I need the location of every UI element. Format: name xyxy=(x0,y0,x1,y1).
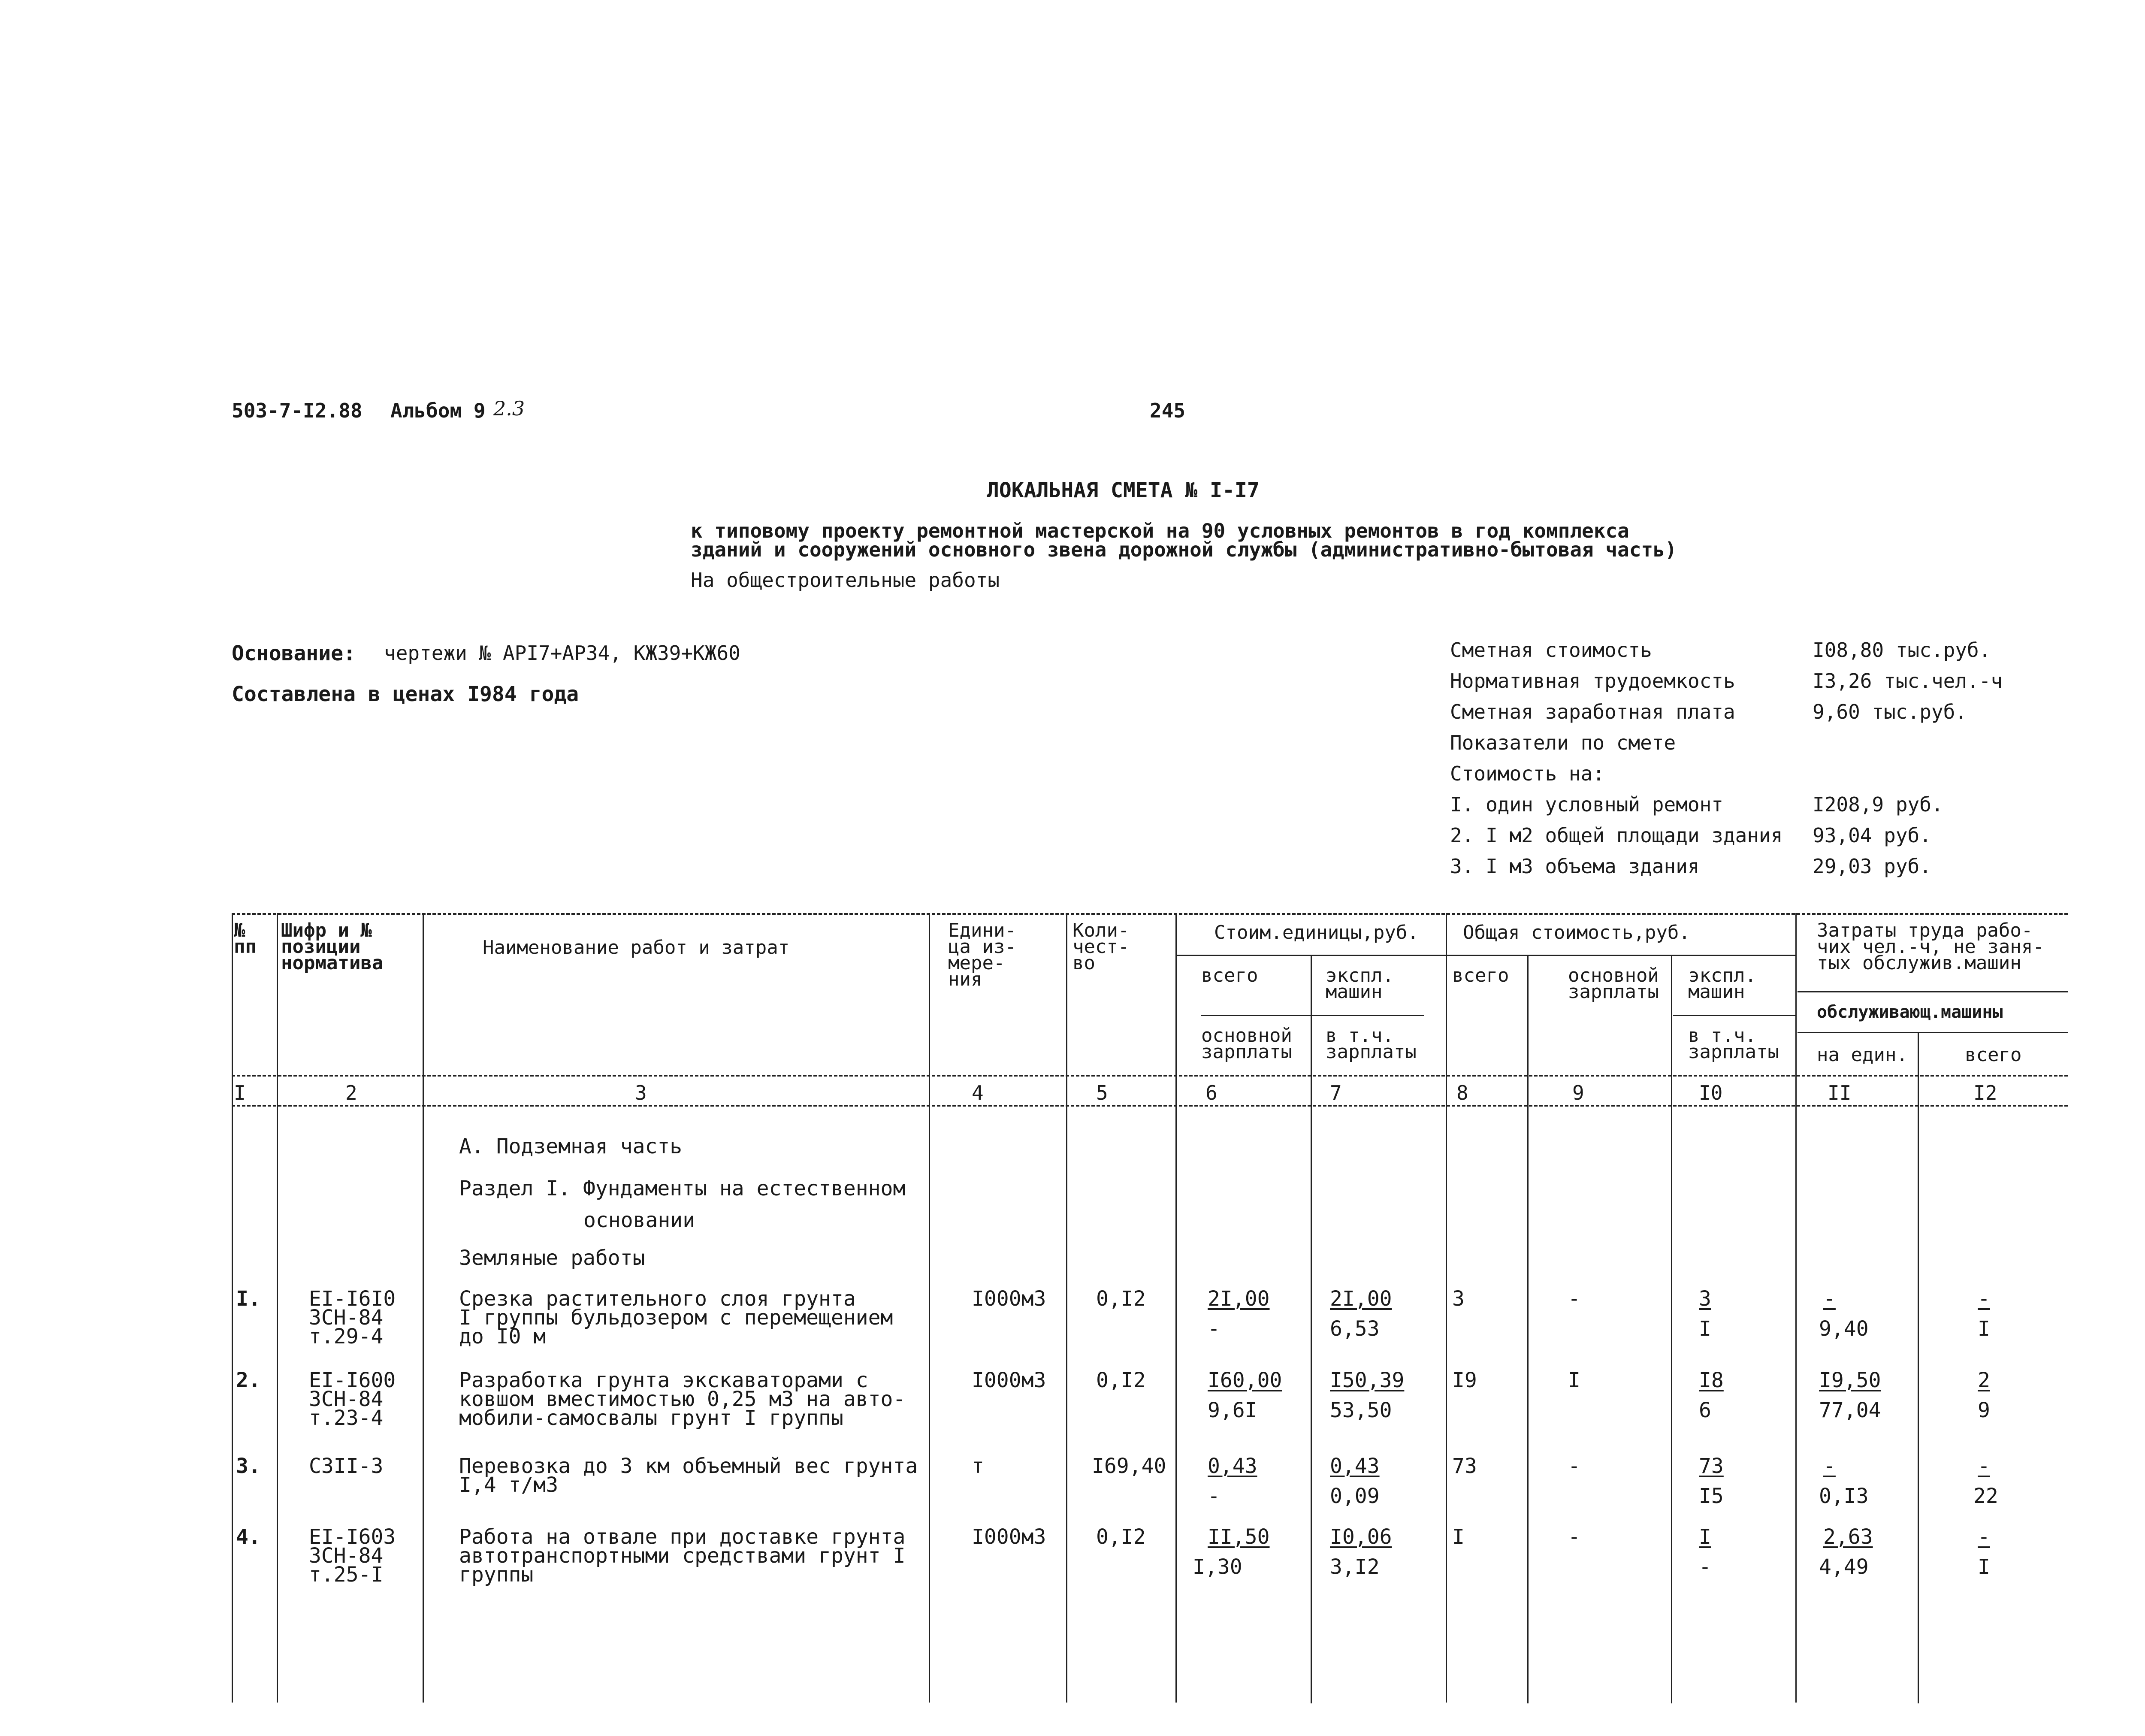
labor-rule-2 xyxy=(1798,1032,2068,1033)
row-number: 2. xyxy=(236,1368,261,1392)
row-unit-machines: 2I,00 xyxy=(1330,1287,1392,1311)
row-unit-wage: 9,6I xyxy=(1208,1398,1257,1422)
subsection-heading: Земляные работы xyxy=(459,1246,645,1270)
col-divider xyxy=(1311,955,1312,1703)
row-name: Разработка грунта экскаваторами с ковшом вместимостью 0,25 м3 на авто- мобили-самосвалы грунт I группы xyxy=(459,1368,906,1430)
col-divider xyxy=(277,913,278,1703)
header-bottom-rule xyxy=(232,1075,2068,1077)
row-labor-total-bottom: 22 xyxy=(1973,1484,1998,1508)
row-total: I9 xyxy=(1452,1368,1477,1392)
labor-rule-1 xyxy=(1798,991,2068,992)
unit-sub-rule xyxy=(1201,1015,1424,1016)
row-total-wage: - xyxy=(1568,1454,1580,1478)
row-labor-unit-bottom: 4,49 xyxy=(1819,1555,1869,1579)
row-number: 4. xyxy=(236,1525,261,1549)
row-total: 3 xyxy=(1452,1287,1465,1311)
row-number: 3. xyxy=(236,1454,261,1478)
row-number: I. xyxy=(236,1287,261,1311)
album-label: Альбом 9 xyxy=(390,399,486,422)
summary-value: 9,60 тыс.руб. xyxy=(1813,700,1967,723)
row-total: 73 xyxy=(1452,1454,1477,1478)
column-number-rule xyxy=(232,1105,2068,1107)
column-number: 2 xyxy=(345,1081,357,1104)
total-sub-rule xyxy=(1673,1015,1795,1016)
column-number: 9 xyxy=(1572,1081,1584,1104)
row-labor-total-bottom: I xyxy=(1978,1317,1990,1341)
total-cost-rule xyxy=(1446,955,1795,956)
row-labor-unit-top: - xyxy=(1823,1454,1836,1478)
row-total-wage: - xyxy=(1568,1287,1580,1311)
row-unit: I000м3 xyxy=(972,1525,1046,1549)
row-name: Перевозка до 3 км объемный вес грунта I,4 т/м3 xyxy=(459,1454,918,1497)
row-unit-machines: I0,06 xyxy=(1330,1525,1392,1549)
header-total-incl-wage: в т.ч. зарплаты xyxy=(1688,1025,1779,1063)
header-unit-machines: экспл. машин xyxy=(1326,965,1394,1003)
summary-value: I3,26 тыс.чел.-ч xyxy=(1813,669,2003,693)
col-divider xyxy=(1527,955,1529,1703)
row-unit-machines-wage: 53,50 xyxy=(1330,1398,1392,1422)
row-labor-total-top: - xyxy=(1978,1287,1990,1311)
row-labor-total-bottom: 9 xyxy=(1978,1398,1990,1422)
col-divider xyxy=(1671,955,1672,1703)
column-number: I xyxy=(234,1081,246,1104)
row-code: С3II-3 xyxy=(309,1454,384,1478)
summary-label: Нормативная трудоемкость xyxy=(1450,669,1735,693)
col-divider xyxy=(1918,1032,1919,1703)
row-total-wage: I xyxy=(1568,1368,1580,1392)
row-quantity: 0,I2 xyxy=(1096,1287,1146,1311)
row-total-machines-wage: I5 xyxy=(1699,1484,1724,1508)
document-code: 503-7-I2.88 xyxy=(232,399,363,422)
row-unit-machines: I50,39 xyxy=(1330,1368,1405,1392)
row-labor-total-bottom: I xyxy=(1978,1555,1990,1579)
header-unit-incl-wage: в т.ч. зарплаты xyxy=(1326,1025,1417,1063)
summary-label: Стоимость на: xyxy=(1450,762,1605,785)
header-work-name: Наименование работ и затрат xyxy=(483,937,790,959)
row-name: Срезка растительного слоя грунта I группы бульдозером с перемещением до I0 м xyxy=(459,1287,893,1349)
column-number: 6 xyxy=(1205,1081,1218,1104)
row-total-machines-wage: - xyxy=(1699,1555,1711,1579)
row-unit: I000м3 xyxy=(972,1368,1046,1392)
header-labor-service: обслуживающ.машины xyxy=(1817,1002,2003,1022)
album-handwritten-note: 2.3 xyxy=(493,397,525,420)
row-unit-machines-wage: 6,53 xyxy=(1330,1317,1380,1341)
header-total-machines: экспл. машин xyxy=(1688,965,1756,1003)
row-total-machines: 3 xyxy=(1699,1287,1711,1311)
row-labor-unit-top: I9,50 xyxy=(1819,1368,1881,1392)
summary-label: 3. I м3 объема здания xyxy=(1450,855,1700,878)
row-code: EI-I600 ЗСН-84 т.23-4 xyxy=(309,1368,396,1430)
column-number: 4 xyxy=(972,1081,984,1104)
col-divider xyxy=(423,913,424,1703)
basis-value: чертежи № АРI7+АР34, КЖ39+КЖ60 xyxy=(384,641,740,665)
row-labor-unit-bottom: 0,I3 xyxy=(1819,1484,1869,1508)
header-quantity: Коли- чест- во xyxy=(1072,919,1130,974)
column-number: 7 xyxy=(1330,1081,1342,1104)
intro-line-3: На общестроительные работы xyxy=(691,569,1000,592)
row-unit-machines: 0,43 xyxy=(1330,1454,1380,1478)
row-total-wage: - xyxy=(1568,1525,1580,1549)
header-unit-cost: Стоим.единицы,руб. xyxy=(1214,922,1419,944)
header-number: № пп xyxy=(234,919,257,958)
header-total-all: всего xyxy=(1452,965,1509,986)
col-divider xyxy=(1795,913,1797,1703)
row-unit-total: I60,00 xyxy=(1208,1368,1282,1392)
column-number: 3 xyxy=(635,1081,647,1104)
page-number: 245 xyxy=(1150,399,1186,422)
column-number: 5 xyxy=(1096,1081,1108,1104)
row-total-machines-wage: I xyxy=(1699,1317,1711,1341)
col-divider xyxy=(1066,913,1067,1703)
row-code: EI-I6I0 ЗСН-84 т.29-4 xyxy=(309,1287,396,1349)
row-total-machines: 73 xyxy=(1699,1454,1724,1478)
row-quantity: I69,40 xyxy=(1092,1454,1166,1478)
basis-label: Основание: xyxy=(232,641,356,665)
row-unit-wage: - xyxy=(1208,1484,1220,1508)
row-code: EI-I603 ЗСН-84 т.25-I xyxy=(309,1525,396,1587)
header-labor-unit: на един. xyxy=(1817,1044,1908,1066)
row-total-machines: I xyxy=(1699,1525,1711,1549)
row-labor-total-top: 2 xyxy=(1978,1368,1990,1392)
summary-value: I08,80 тыс.руб. xyxy=(1813,638,1991,662)
summary-label: Сметная заработная плата xyxy=(1450,700,1735,723)
row-unit-total: 0,43 xyxy=(1208,1454,1257,1478)
col-divider xyxy=(929,913,930,1703)
header-labor-total: всего xyxy=(1965,1044,2022,1066)
summary-value: I208,9 руб. xyxy=(1813,793,1943,816)
header-total-wage: основной зарплаты xyxy=(1568,965,1659,1003)
header-unit: Едини- ца из- мере- ния xyxy=(948,919,1016,990)
row-labor-unit-bottom: 9,40 xyxy=(1819,1317,1869,1341)
row-labor-unit-top: 2,63 xyxy=(1823,1525,1873,1549)
row-total-machines: I8 xyxy=(1699,1368,1724,1392)
column-number: 8 xyxy=(1456,1081,1468,1104)
col-divider xyxy=(1175,913,1177,1703)
row-unit-machines-wage: 3,I2 xyxy=(1330,1555,1380,1579)
row-total: I xyxy=(1452,1525,1465,1549)
header-code: Шифр и № позиции норматива xyxy=(281,919,384,974)
row-unit: т xyxy=(972,1454,984,1478)
document-title: ЛОКАЛЬНАЯ СМЕТА № I-I7 xyxy=(987,478,1260,502)
table-top-rule xyxy=(232,913,2068,915)
header-total-cost: Общая стоимость,руб. xyxy=(1463,922,1690,944)
row-labor-total-top: - xyxy=(1978,1525,1990,1549)
header-unit-wage: основной зарплаты xyxy=(1201,1025,1292,1063)
section-heading-cont: основании xyxy=(583,1208,695,1232)
summary-label: 2. I м2 общей площади здания xyxy=(1450,824,1783,847)
intro-line-1: к типовому проекту ремонтной мастерской на 90 условных ремонтов в год комплекса xyxy=(691,519,1629,542)
row-unit: I000м3 xyxy=(972,1287,1046,1311)
row-unit-wage: - xyxy=(1208,1317,1220,1341)
row-quantity: 0,I2 xyxy=(1096,1525,1146,1549)
column-number: II xyxy=(1828,1081,1852,1104)
row-labor-unit-top: - xyxy=(1823,1287,1836,1311)
col-divider xyxy=(232,913,233,1703)
summary-label: Показатели по смете xyxy=(1450,731,1676,754)
prices-note: Составлена в ценах I984 года xyxy=(232,682,579,706)
summary-value: 93,04 руб. xyxy=(1813,824,1931,847)
section-heading: Раздел I. Фундаменты на естественном xyxy=(459,1176,906,1201)
row-unit-total: 2I,00 xyxy=(1208,1287,1270,1311)
summary-label: I. один условный ремонт xyxy=(1450,793,1723,816)
row-total-machines-wage: 6 xyxy=(1699,1398,1711,1422)
row-quantity: 0,I2 xyxy=(1096,1368,1146,1392)
summary-label: Сметная стоимость xyxy=(1450,638,1652,662)
summary-value: 29,03 руб. xyxy=(1813,855,1931,878)
row-name: Работа на отвале при доставке грунта автотранспортными средствами грунт I группы xyxy=(459,1525,906,1587)
intro-line-2: зданий и сооружений основного звена дорожной службы (административно-бытовая часть) xyxy=(691,538,1677,561)
row-unit-machines-wage: 0,09 xyxy=(1330,1484,1380,1508)
row-labor-total-top: - xyxy=(1978,1454,1990,1478)
header-unit-total: всего xyxy=(1201,965,1258,986)
column-number: I0 xyxy=(1699,1081,1723,1104)
part-heading: А. Подземная часть xyxy=(459,1134,683,1158)
col-divider xyxy=(1446,913,1447,1703)
header-labor: Затраты труда рабо- чих чел.-ч, не заня- тых обслужив.машин xyxy=(1817,919,2044,974)
row-unit-wage: I,30 xyxy=(1193,1555,1242,1579)
row-labor-unit-bottom: 77,04 xyxy=(1819,1398,1881,1422)
column-number: I2 xyxy=(1973,1081,1997,1104)
row-unit-total: II,50 xyxy=(1208,1525,1270,1549)
